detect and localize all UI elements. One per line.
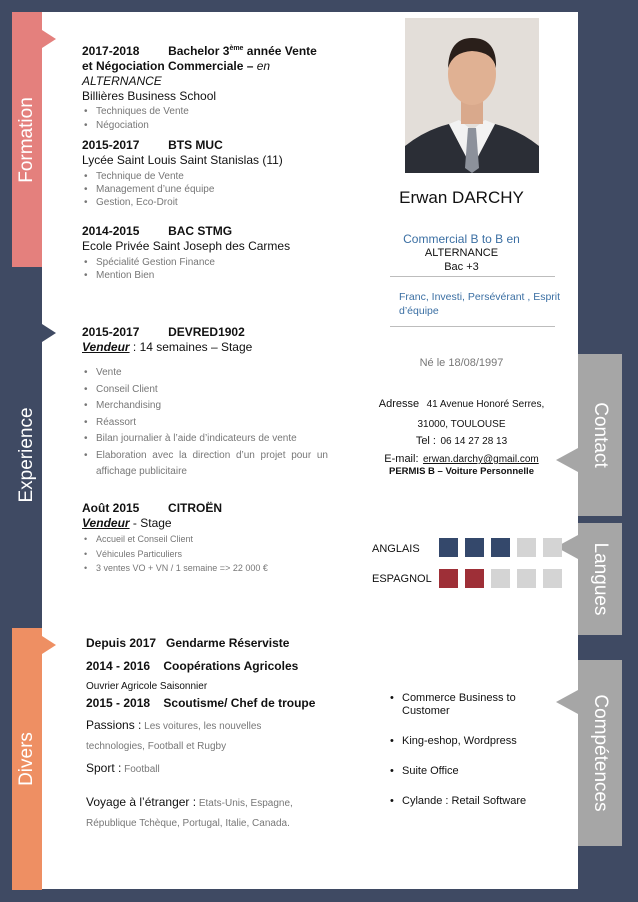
skills-list <box>388 692 538 808</box>
divider <box>390 326 555 327</box>
formation-3-school: Ecole Privée Saint Joseph des Carmes <box>82 239 291 253</box>
divers-section <box>86 636 332 830</box>
address-line-1: 41 Avenue Honoré Serres, <box>426 399 545 410</box>
profile-name: Erwan DARCHY <box>399 188 524 207</box>
list-item: • Technique de Vente <box>82 170 332 183</box>
experience-1-list <box>82 365 328 481</box>
sport-label: Sport : <box>86 761 122 775</box>
language-level-square <box>491 538 510 557</box>
list-item: • 3 ventes VO + VN / 1 semaine => 22 000 € <box>82 561 332 576</box>
profile-headline: Commercial B to B en <box>403 232 520 246</box>
list-item: • Spécialité Gestion Finance <box>82 256 332 269</box>
divers-line-2: 2014 - 2016 Coopérations Agricoles <box>86 659 299 673</box>
driving-license: PERMIS B – Voiture Personnelle <box>388 466 534 477</box>
formation-1-title-sup: ème <box>229 45 244 52</box>
language-level-square <box>439 538 458 557</box>
divers-tab-label: Divers <box>16 732 37 786</box>
competences-tab-notch <box>556 690 578 714</box>
list-item: • Suite Office <box>388 765 538 778</box>
list-item: • Vente <box>82 365 328 382</box>
langues-tab <box>578 523 622 635</box>
language-level-square <box>465 569 484 588</box>
language-name-anglais: ANGLAIS <box>372 543 420 555</box>
experience-entry-2 <box>82 501 332 576</box>
experience-1-date: 2015-2017 <box>82 325 140 339</box>
experience-entry-1 <box>82 325 328 481</box>
list-item: • Réassort <box>82 415 328 432</box>
formation-3-title: BAC STMG <box>168 224 233 238</box>
list-item: • Elaboration avec la direction d’un projet pour un affichage publicitaire <box>82 448 328 481</box>
formation-2-date: 2015-2017 <box>82 138 140 152</box>
voyage-value-b: République Tchèque, Portugal, Italie, Canada. <box>86 818 290 829</box>
list-item: • Négociation <box>82 119 332 133</box>
address-line-2: 31000, TOULOUSE <box>417 419 506 430</box>
contact-email <box>345 449 578 467</box>
list-item: • Commerce Business to Customer <box>388 692 538 718</box>
divers-line-1: Depuis 2017 Gendarme Réserviste <box>86 636 290 650</box>
formation-1-title-a: Bachelor 3 <box>168 44 230 58</box>
language-level-square <box>465 538 484 557</box>
email-link[interactable]: erwan.darchy@gmail.com <box>422 454 539 465</box>
experience-tab <box>12 310 42 600</box>
formation-3-date: 2014-2015 <box>82 224 140 238</box>
competences-tab-label: Compétences <box>590 694 611 812</box>
formation-tab-notch <box>42 30 56 48</box>
divers-tab <box>12 628 42 890</box>
formation-1-school: Billières Business School <box>82 89 217 103</box>
formation-entry-1 <box>82 41 332 133</box>
tel-label: Tel : <box>415 435 436 447</box>
formation-3-list <box>82 256 332 282</box>
experience-tab-label: Experience <box>16 407 37 503</box>
divers-line-3: 2015 - 2018 Scoutisme/ Chef de troupe <box>86 696 316 710</box>
list-item: • Cylande : Retail Software <box>388 795 538 808</box>
formation-tab <box>12 12 42 267</box>
formation-1-title-en: en <box>256 59 271 73</box>
formation-2-list <box>82 170 332 209</box>
profile-level: Bac +3 <box>444 261 479 273</box>
divers-tab-notch <box>42 636 56 654</box>
formation-1-title-b: année Vente <box>243 44 317 58</box>
list-item: • Accueil et Conseil Client <box>82 532 332 547</box>
sport-value: Football <box>121 764 160 775</box>
formation-1-title-line2: et Négociation Commerciale – <box>82 59 254 73</box>
language-level-square <box>517 569 536 588</box>
voyage-label: Voyage à l’étranger : <box>86 795 197 809</box>
profile-qualities-a: Franc, Investi, Persévérant , Esprit <box>399 291 561 303</box>
passions-value-a: Les voitures, les nouvelles <box>141 721 262 732</box>
contact-address <box>345 393 578 435</box>
list-item: • Conseil Client <box>82 382 328 399</box>
formation-entry-2 <box>82 138 332 209</box>
formation-1-alternance: ALTERNANCE <box>82 74 162 88</box>
contact-tab <box>578 354 622 516</box>
formation-entry-3 <box>82 224 332 282</box>
experience-1-company: DEVRED1902 <box>168 325 245 339</box>
formation-1-list <box>82 105 332 133</box>
language-level-square <box>491 569 510 588</box>
formation-1-date: 2017-2018 <box>82 44 140 58</box>
experience-1-detail: : 14 semaines – Stage <box>129 340 253 354</box>
birth-date: Né le 18/08/1997 <box>419 357 504 369</box>
experience-2-detail: - Stage <box>129 516 172 530</box>
portrait-illustration <box>405 18 539 173</box>
language-level-square <box>439 569 458 588</box>
list-item: • Bilan journalier à l’aide d’indicateurs de vente <box>82 431 328 448</box>
profile-qualities <box>399 290 569 318</box>
langues-tab-label: Langues <box>590 542 611 616</box>
formation-2-title: BTS MUC <box>168 138 223 152</box>
experience-2-role: Vendeur <box>82 516 130 530</box>
list-item: • Véhicules Particuliers <box>82 547 332 562</box>
formation-tab-label: Formation <box>16 96 37 183</box>
language-level-square <box>517 538 536 557</box>
list-item: • Management d’une équipe <box>82 183 332 196</box>
list-item: • Gestion, Eco-Droit <box>82 196 332 209</box>
experience-1-role: Vendeur <box>82 340 130 354</box>
contact-tab-label: Contact <box>590 402 611 468</box>
language-level-square <box>543 538 562 557</box>
experience-2-company: CITROËN <box>168 501 223 515</box>
passions-label: Passions : <box>86 718 142 732</box>
profile-qualities-b: d’équipe <box>399 305 439 317</box>
profile-photo <box>405 18 539 173</box>
passions-value-b: technologies, Football et Rugby <box>86 741 227 752</box>
address-label: Adresse <box>378 398 420 410</box>
list-item: • Mention Bien <box>82 269 332 282</box>
voyage-value-a: Etats-Unis, Espagne, <box>196 798 293 809</box>
language-level-square <box>543 569 562 588</box>
formation-2-school: Lycée Saint Louis Saint Stanislas (11) <box>82 153 283 167</box>
list-item: • Techniques de Vente <box>82 105 332 119</box>
divider <box>390 276 555 277</box>
list-item: • King-eshop, Wordpress <box>388 735 538 748</box>
competences-tab <box>578 660 622 846</box>
list-item: • Merchandising <box>82 398 328 415</box>
experience-2-date: Août 2015 <box>82 501 140 515</box>
tel-value: 06 14 27 28 13 <box>440 436 508 447</box>
email-label: E-mail: <box>384 453 419 465</box>
experience-2-list <box>82 532 332 576</box>
divers-line-2-sub: Ouvrier Agricole Saisonnier <box>86 681 208 692</box>
contact-tel <box>345 431 578 449</box>
profile-alternance: ALTERNANCE <box>424 247 499 259</box>
experience-tab-notch <box>42 324 56 342</box>
language-name-espagnol: ESPAGNOL <box>372 573 432 585</box>
